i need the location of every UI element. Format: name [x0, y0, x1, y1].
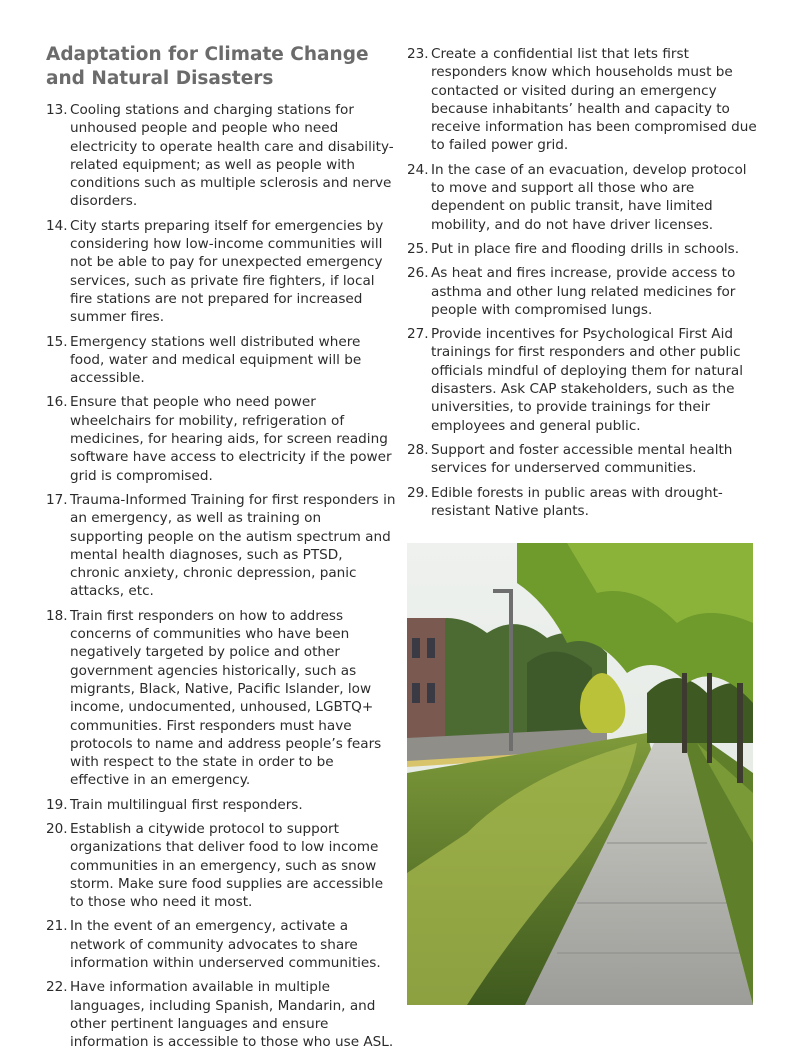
item-text: Have information available in multiple languages, including Spanish, Mandarin, and other pertinent languages and ensure information is accessible to those who use ASL. — [70, 979, 394, 1051]
item-text: Edible forests in public areas with drought-resistant Native plants. — [431, 484, 723, 519]
recommendation-list-right — [407, 45, 757, 526]
item-number: 29. — [407, 484, 429, 501]
item-text: Support and foster accessible mental health services for underserved communities. — [431, 441, 733, 477]
sidewalk-photo — [407, 543, 753, 1005]
list-item — [407, 240, 757, 258]
list-item — [46, 393, 396, 484]
list-item — [407, 484, 757, 521]
list-item — [46, 978, 396, 1051]
list-item — [407, 441, 757, 478]
item-number: 18. — [46, 607, 68, 624]
item-number: 23. — [407, 46, 429, 62]
item-number: 17. — [46, 491, 68, 508]
item-text: City starts preparing itself for emergencies by considering how low-income communities will not be able to pay for unexpected emergency services, such as private fire fighters, if local fire stations are not prepared for increased summer fires. — [70, 217, 384, 326]
item-text: Emergency stations well distributed where food, water and medical equipment will be accessible. — [70, 333, 362, 387]
item-text: Ensure that people who need power wheelchairs for mobility, refrigeration of medicines, for hearing aids, for screen reading software have access to electricity if the power grid is compromised. — [70, 394, 392, 484]
item-text: Trauma-Informed Training for first responders in an emergency, as well as training on supporting people on the autism spectrum and mental health diagnoses, such as PTSD, chronic anxiety, chronic depression, panic attacks, etc. — [70, 491, 396, 600]
item-number: 28. — [407, 441, 429, 458]
item-number: 13. — [46, 102, 68, 118]
item-number: 25. — [407, 240, 429, 257]
recommendation-list-left — [46, 101, 396, 1058]
item-number: 20. — [46, 820, 68, 837]
list-item — [46, 820, 396, 911]
list-item — [46, 101, 396, 211]
section-heading: Adaptation for Climate Change and Natural Disasters — [46, 44, 369, 89]
item-number: 15. — [46, 333, 68, 350]
item-text: Put in place fire and flooding drills in schools. — [431, 240, 740, 257]
item-text: Provide incentives for Psychological First Aid trainings for first responders and other public officials mindful of deploying them for natural disasters. Ask CAP stakeholders, such as the universities, to provide trainings for their employees and general public. — [431, 326, 743, 434]
item-number: 14. — [46, 217, 68, 234]
item-text: As heat and fires increase, provide access to asthma and other lung related medicines for people with compromised lungs. — [431, 265, 736, 318]
list-item — [407, 264, 757, 319]
list-item — [46, 607, 396, 790]
list-item — [46, 491, 396, 601]
list-item — [46, 796, 396, 814]
item-text: Train first responders on how to address concerns of communities who have been negatively targeted by police and other government agencies historically, such as migrants, Black, Native, Pacific Islander, low income, undocumented, unhoused, LGBTQ+ communities. First responders must have protocols to name and address people’s fears with respect to the state in order to be effective in an emergency. — [70, 607, 382, 789]
item-number: 21. — [46, 918, 68, 935]
item-text: Cooling stations and charging stations for unhoused people and people who need electricity to operate health care and disability-related equipment; as well as people with conditions such as multiple sclerosis and nerve disorders. — [70, 102, 394, 210]
item-number: 27. — [407, 326, 429, 343]
item-number: 16. — [46, 394, 68, 411]
list-item — [46, 917, 396, 972]
item-text: Create a confidential list that lets first responders know which households must be contacted or visited during an emergency because inhabitants’ health and capacity to receive information has been compromised due to failed power grid. — [431, 46, 757, 154]
list-item — [407, 45, 757, 155]
list-item — [407, 161, 757, 234]
item-text: Train multilingual first responders. — [70, 796, 303, 813]
list-item — [407, 325, 757, 435]
item-text: In the case of an evacuation, develop protocol to move and support all those who are dependent on public transit, have limited mobility, and do not have driver licenses. — [431, 161, 747, 233]
list-item — [46, 217, 396, 327]
item-number: 26. — [407, 265, 429, 282]
item-text: In the event of an emergency, activate a network of community advocates to share information within underserved communities. — [70, 918, 381, 972]
item-number: 24. — [407, 161, 429, 178]
item-text: Establish a citywide protocol to support organizations that deliver food to low income communities in an emergency, such as snow storm. Make sure food supplies are accessible to those who need it most. — [70, 820, 384, 911]
item-number: 22. — [46, 979, 68, 996]
list-item — [46, 333, 396, 388]
item-number: 19. — [46, 796, 68, 813]
